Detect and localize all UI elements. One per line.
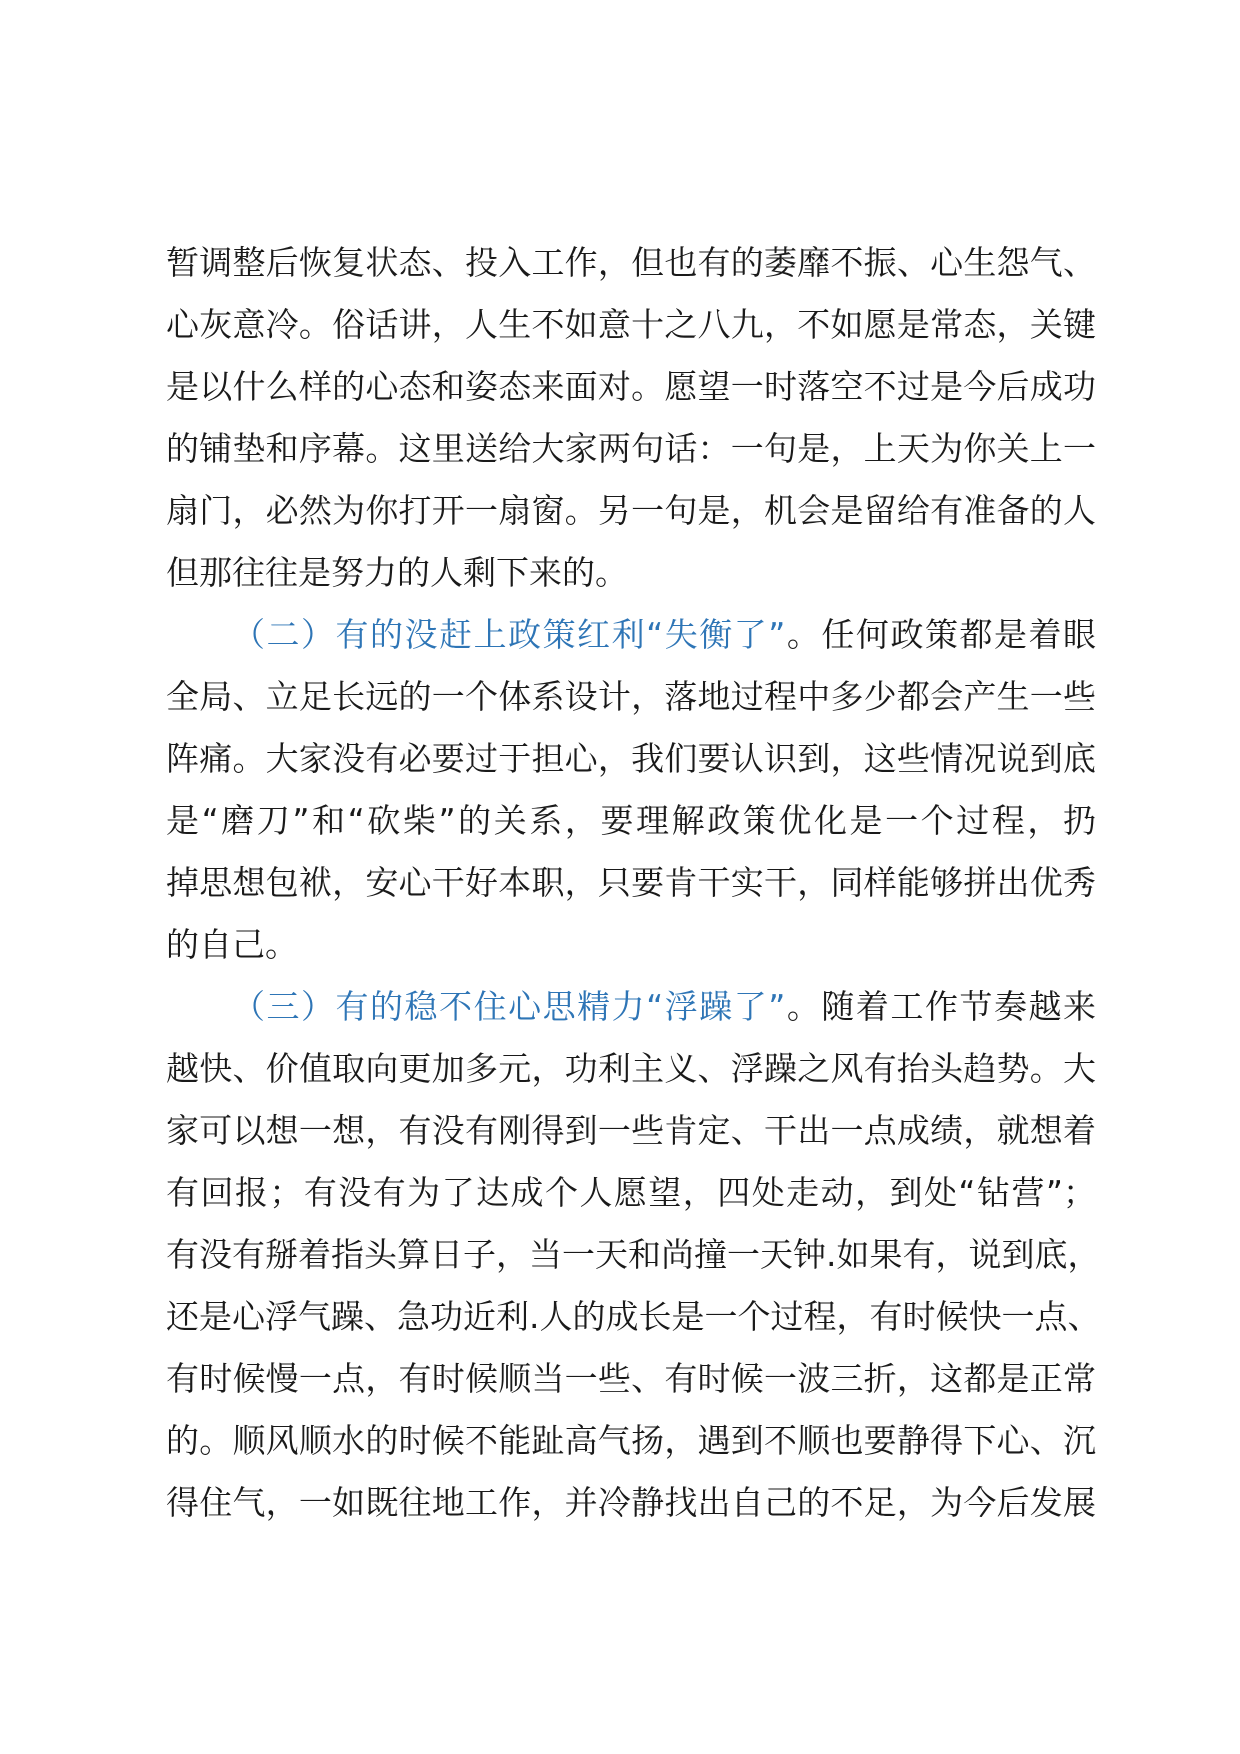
paragraph-line: 扇门，必然为你打开一扇窗。另一句是，机会是留给有准备的人 (166, 491, 1096, 530)
paragraph-line: 越快、价值取向更加多元，功利主义、浮躁之风有抬头趋势。大 (166, 1049, 1096, 1088)
paragraph-line: 的铺垫和序幕。这里送给大家两句话：一句是，上天为你关上一 (166, 429, 1096, 468)
paragraph-3 (166, 976, 1101, 1534)
paragraph-line: 的。顺风顺水的时候不能趾高气扬，遇到不顺也要静得下心、沉 (166, 1421, 1096, 1460)
paragraph-line: 有没有掰着指头算日子，当一天和尚撞一天钟.如果有，说到底， (166, 1235, 1101, 1274)
paragraph-2 (166, 604, 1096, 976)
paragraph-line: 暂调整后恢复状态、投入工作，但也有的萎靡不振、心生怨气、 (166, 243, 1096, 282)
paragraph-line: 是“磨刀”和“砍柴”的关系，要理解政策优化是一个过程，扔 (166, 801, 1096, 840)
paragraph-line: 全局、立足长远的一个体系设计，落地过程中多少都会产生一些 (166, 677, 1096, 716)
paragraph-line: 家可以想一想，有没有刚得到一些肯定、干出一点成绩，就想着 (166, 1111, 1096, 1150)
paragraph-line: 阵痛。大家没有必要过于担心，我们要认识到，这些情况说到底 (166, 739, 1096, 778)
paragraph-line: 有时候慢一点，有时候顺当一些、有时候一波三折，这都是正常 (166, 1359, 1096, 1398)
document-body (166, 232, 1101, 1534)
paragraph-text: 。任何政策都是着眼 (785, 615, 1096, 654)
paragraph-text: 。随着工作节奏越来 (785, 987, 1096, 1026)
paragraph-first-line (166, 604, 1096, 666)
paragraph-line: 得住气，一如既往地工作，并冷静找出自己的不足，为今后发展 (166, 1483, 1096, 1522)
paragraph-line: 心灰意冷。俗话讲，人生不如意十之八九，不如愿是常态，关键 (166, 305, 1096, 344)
paragraph-1 (166, 232, 1096, 604)
paragraph-line: 掉思想包袱，安心干好本职，只要肯干实干，同样能够拼出优秀 (166, 863, 1096, 902)
paragraph-line: 的自己。 (166, 925, 298, 964)
paragraph-first-line (166, 976, 1096, 1038)
section-heading-3: （三）有的稳不住心思精力“浮躁了” (232, 987, 786, 1026)
paragraph-line: 是以什么样的心态和姿态来面对。愿望一时落空不过是今后成功 (166, 367, 1096, 406)
section-heading-2: （二）有的没赶上政策红利“失衡了” (232, 615, 786, 654)
paragraph-line: 有回报；有没有为了达成个人愿望，四处走动，到处“钻营”； (166, 1173, 1096, 1212)
paragraph-line: 还是心浮气躁、急功近利.人的成长是一个过程，有时候快一点、 (166, 1297, 1101, 1336)
paragraph-line: 但那往往是努力的人剩下来的。 (166, 553, 628, 592)
